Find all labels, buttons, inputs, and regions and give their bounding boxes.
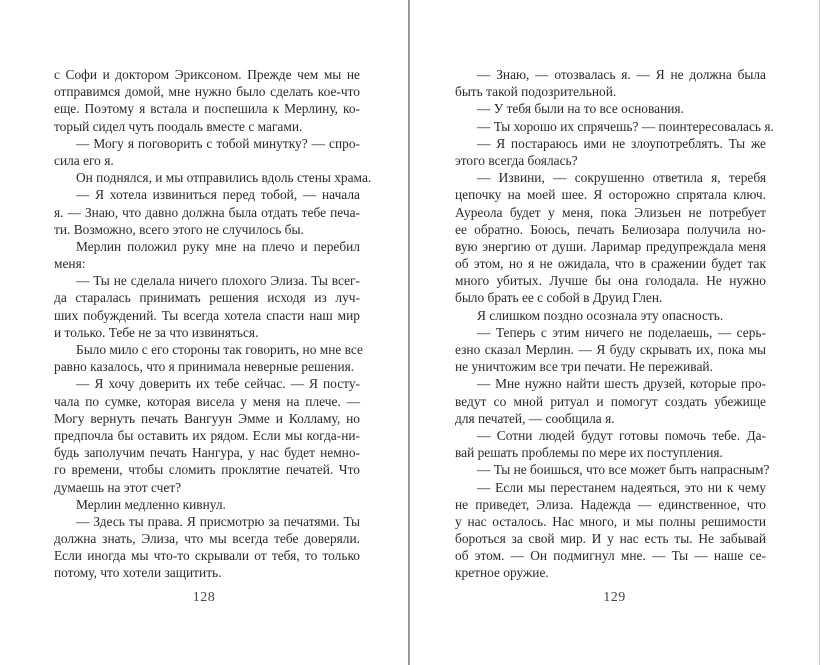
text-line: вую энергию от души. Ларимар предупреждала меня [455,238,766,254]
text-line: да старалась принимать решения исходя из луч- [54,290,360,306]
text-line: Ауреола будет у меня, пока Элизьен не потребует [455,204,766,220]
text-line: ших побуждений. Ты всегда хотела спасти наш мир [54,307,360,323]
text-line: торый сидел чуть поодаль вместе с магами. [54,118,303,134]
paragraph [54,66,360,135]
text-line: еще. Поэтому я встала и поспешила к Мерлину, ко- [54,101,360,117]
text-line: думаешь на этот счет? [54,479,182,495]
right-page-text [455,66,774,582]
text-line: — Ты не боишься, что все может быть напрасным? [477,462,770,478]
text-line: — Сотни людей будут готовы помочь тебе. Да- [477,427,766,443]
paragraph [54,186,360,238]
text-line: этого всегда боялась? [455,152,578,168]
text-line: и только. Тебе не за что извиняться. [54,324,259,340]
paragraph [54,169,372,186]
text-line: — У тебя были на то все основания. [477,101,684,117]
text-line: предпочла бы оставить их рядом. Если мы когда-ни- [54,427,360,443]
text-line: об этом. — Он подмигнул мне. — Ты — наше се- [455,548,766,564]
paragraph [455,66,766,100]
text-line: потому, что хотели защитить. [54,565,222,581]
text-line: должна знать, Элиза, что мы всегда тебе доверяли. [54,531,360,547]
paragraph [54,341,363,375]
text-line: много убитых. Лучше бы она голодала. Не нужно [455,273,766,289]
paragraph [54,513,360,582]
right-page [410,0,820,665]
text-line: — Теперь с этим ничего не поделаешь, — серь- [477,324,766,340]
paragraph [54,272,360,341]
text-line: кретное оружие. [455,565,549,581]
text-line: езно сказал Мерлин. — Я буду скрывать их, пока мы [455,342,766,357]
text-line: меня: [54,256,86,272]
text-line: ти. Возможно, всего этого не случилось бы. [54,221,304,237]
text-line: об этом, но я не ожидала, что в сражении будет так [455,256,766,272]
text-line: у нас осталось. Нас много, и мы полны решимости [455,513,766,529]
paragraph [455,479,766,582]
paragraph [455,427,766,461]
text-line: — Знаю, — отозвалась я. — Я не должна была [477,67,766,82]
text-line: быть такой подозрительной. [455,84,617,100]
text-line: Мерлин медленно кивнул. [76,496,226,512]
paragraph [455,118,774,135]
text-line: для печатей, — сообщила я. [455,410,615,426]
text-line: — Ты не сделала ничего плохого Элиза. Ты всег- [76,273,360,289]
text-line: было брать ее с собой в Друид Глен. [455,290,663,306]
text-line: не приведет, Элиза. Надежда — единственное, что [455,496,766,512]
paragraph [54,496,360,513]
text-line: Он поднялся, и мы отправились вдоль стены храма. [76,170,372,186]
text-line: равно казалось, что я принимала неверные решения. [54,359,355,375]
text-line: — Я постараюсь ими не злоупотреблять. Ты же [477,135,766,151]
left-page [0,0,408,665]
text-line: — Мне нужно найти шесть друзей, которые про- [477,376,766,392]
paragraph [455,375,766,427]
text-line: отправимся домой, мне нужно было сделать кое-что [54,84,360,100]
text-line: Я слишком поздно осознала эту опасность. [477,307,724,323]
paragraph [54,135,360,169]
text-line: — Здесь ты права. Я присмотрю за печатями. Ты [76,513,360,529]
text-line: — Я хочу доверить их тебе сейчас. — Я посту- [76,376,360,392]
paragraph [455,135,766,169]
text-line: вай решать проблемы по мере их поступления. [455,445,723,461]
text-line: Если иногда мы что-то скрывали от тебя, то только [54,548,360,564]
paragraph [54,238,360,272]
text-line: цепочку на моей шее. Я осторожно спрятала ключ. [455,187,766,203]
text-line: — Извини, — сокрушенно ответила я, теребя [477,170,766,186]
text-line: будь заполучим печать Нангура, у нас будет немно- [54,445,360,461]
left-page-text [54,66,372,582]
text-line: — Ты хорошо их спрячешь? — поинтересовалась я. [477,118,774,134]
page-number-right: 129 [603,590,626,605]
text-line: Могу вернуть печать Вангуун Эмме и Колламу, но [54,410,360,426]
text-line: чала по сумке, которая висела у меня на плече. — [54,393,360,409]
text-line: ведут со мной ритуал и помогут создать убежище [455,393,766,409]
text-line: — Я хотела извиниться перед тобой, — начала [76,187,360,203]
text-line: Было мило с его стороны так говорить, но мне все [76,342,363,357]
page-number-left: 128 [192,590,216,605]
text-line: ее обратно. Боюсь, печать Белиозара получила но- [455,221,766,237]
text-line: я. — Знаю, что давно должна была отдать тебе печа- [54,204,360,220]
text-line: с Софи и доктором Эриксоном. Прежде чем мы не [54,67,360,82]
paragraph [455,461,770,478]
text-line: бороться за свой мир. И у нас есть ты. Не забывай [455,531,766,547]
text-line: сила его я. [54,152,114,168]
paragraph [455,307,766,324]
paragraph [54,375,360,495]
text-line: — Могу я поговорить с тобой минутку? — спро- [76,135,360,151]
text-line: — Если мы перестанем надеяться, это ни к чему [477,479,766,495]
text-line: го времени, чтобы сломить проклятие печатей. Что [54,462,360,478]
paragraph [455,100,766,117]
paragraph [455,169,766,307]
text-line: не уничтожим все три печати. Не переживай. [455,359,713,375]
text-line: Мерлин положил руку мне на плечо и перебил [76,238,360,254]
paragraph [455,324,766,376]
